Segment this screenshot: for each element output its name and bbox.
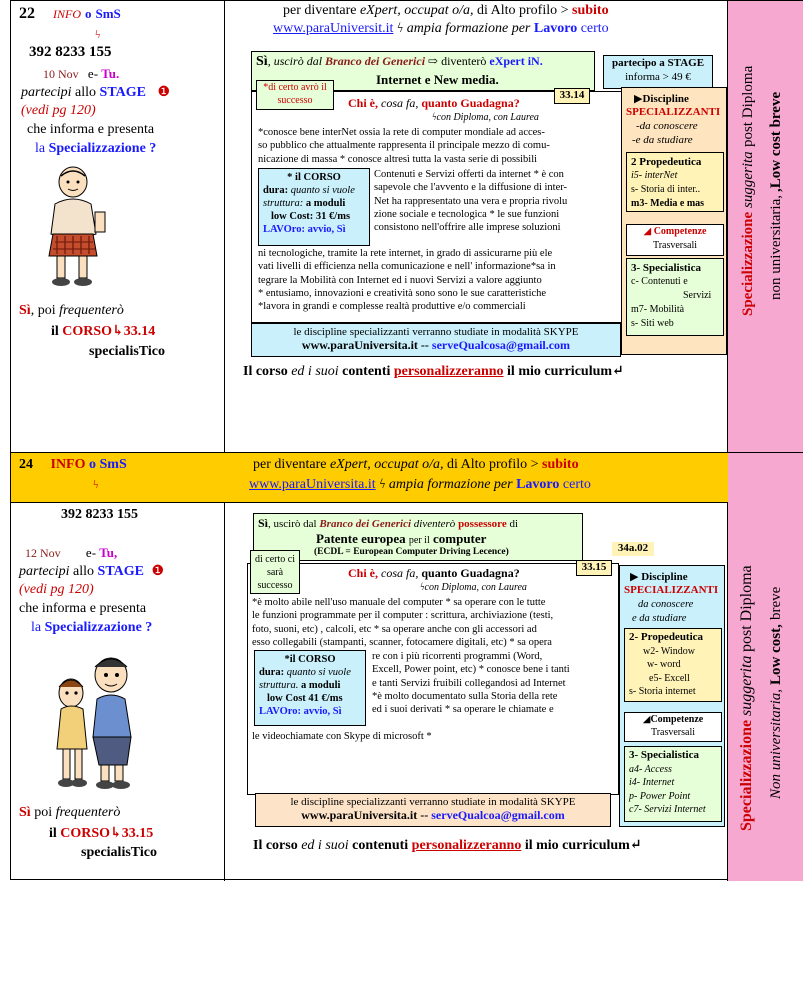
corso-label: CORSO (62, 324, 113, 339)
right-column (728, 1, 803, 452)
partecipi-label: partecipi (21, 85, 72, 100)
banner-text-b: Branco dei Generici (325, 54, 426, 68)
course-dura: dura: (263, 185, 289, 196)
goal-banner (253, 513, 583, 561)
competenze-box (626, 224, 724, 256)
disciplines-line-b: -e da studiare (632, 134, 693, 146)
banner-text-f: Patente europea (316, 531, 406, 546)
la-label: la (35, 141, 46, 156)
propedeutica-box (624, 628, 722, 702)
vertical-non-univ: non universitaria, (768, 195, 784, 301)
footer-site-link[interactable]: www.paraUniversita.it (301, 808, 418, 822)
person-illustration (41, 164, 119, 292)
footer-separator: -- (420, 338, 429, 352)
chi-label: Chi è, (348, 566, 378, 580)
desc-line: *è molto abile nell'uso manuale del computer * sa operare con le tutte (252, 597, 546, 608)
desc-line: consistono nell'offrire alle imprese soluzioni (374, 222, 561, 234)
closing-d: personalizzeranno (393, 364, 504, 379)
specialistica-item: i4- Internet (629, 777, 675, 788)
date: 12 Nov (25, 546, 61, 560)
la-label: la (31, 620, 42, 635)
closing-c: contenuti (352, 838, 409, 853)
course-moduli: a moduli (305, 198, 346, 209)
competenze-box (624, 712, 722, 742)
date: 10 Nov (43, 67, 79, 81)
description-block-1 (258, 126, 618, 166)
phone-number: 392 8233 155 (61, 507, 138, 522)
site-link[interactable]: www.paraUniversit.it (273, 21, 394, 36)
page-table (10, 0, 803, 880)
description-tail: le videochiamate con Skype di microsoft * (252, 731, 432, 742)
disciplines-specializzanti: SPECIALIZZANTI (626, 106, 721, 118)
propedeutica-item: w- word (647, 659, 681, 670)
description-block-1 (252, 596, 618, 649)
vertical-post: post Diploma (740, 66, 756, 148)
si-label: Sì (19, 805, 31, 820)
specialistica-box (624, 746, 722, 822)
header-line1-a: per diventare (253, 457, 327, 472)
footer-separator: -- (420, 808, 429, 822)
disciplines-line-a: da conoscere (638, 599, 694, 610)
vertical-post: post Diploma (738, 564, 755, 652)
vertical-low-cost: Low cost, (768, 624, 784, 686)
propedeutica-item: s- Storia di inter.. (631, 184, 701, 195)
corso-ref-link[interactable]: ↳33.14 (112, 324, 156, 339)
page-ref: (vedi pg 120) (21, 103, 96, 118)
disciplines-line-a: -da conoscere (636, 120, 698, 132)
competenze-title: ◢Competenze (642, 714, 704, 725)
vertical-breve: breve (768, 587, 784, 621)
cosa-label: cosa fa, (381, 566, 419, 580)
closing-e: il mio curriculum↵ (524, 838, 642, 853)
specializzazione-link[interactable]: Specializzazione ? (44, 620, 153, 635)
banner-text-a: , uscirò dal (267, 54, 323, 68)
header-line2-d: certo (562, 477, 591, 492)
poi-label: poi (30, 805, 53, 820)
frequentero-label: frequenterò (59, 303, 124, 318)
header-line1-c: di Alto profilo > (447, 457, 539, 472)
tu-label: Tu. (101, 66, 120, 81)
specialistica-title: 3- Specialistica (629, 749, 699, 761)
middle-column (225, 1, 728, 452)
desc-line: *lavora in grandi e complesse realtà produttive e/o commerciali (258, 301, 526, 313)
phone-number: 392 8233 155 (29, 44, 112, 60)
disciplines-panel (621, 87, 727, 355)
informs-text: che informa e presenta (27, 122, 155, 137)
propedeutica-item: m3- Media e mas (631, 198, 705, 209)
specialistico-label: specialisTico (89, 344, 165, 359)
specialistica-title: 3- Specialistica (631, 262, 701, 274)
banner-text-b: Branco dei Generici (319, 518, 412, 530)
course-lavoro: LAVOro: avvio, Sì (259, 706, 342, 717)
stage-box (603, 55, 713, 89)
specialistico-label: specialisTico (81, 845, 157, 860)
description-block-2 (374, 168, 618, 234)
stage-box-line1: partecipo a STAGE (611, 57, 705, 69)
desc-line: Contenuti e Servizi offerti da internet * è con (374, 169, 564, 180)
propedeutica-title: 2- Propedeutica (629, 631, 704, 643)
description-block-3 (258, 247, 622, 313)
desc-line: re con i più ricorrenti programmi (Word, (372, 651, 543, 662)
tu-label: Tu, (99, 545, 118, 560)
course-title: * il CORSO (287, 172, 341, 183)
banner-text-h: computer (432, 531, 487, 546)
page-ref: (vedi pg 120) (19, 582, 94, 597)
vertical-spec: Specializzazione (740, 211, 756, 316)
sms-label: SmS (95, 6, 121, 21)
desc-line: so pubblico che attualmente rappresenta il principale mezzo di comu- (258, 140, 550, 152)
desc-line: zione sociale e tecnologica * le sue funzioni (374, 208, 560, 220)
closing-b: ed i suoi (291, 364, 339, 379)
footer-email-link[interactable]: serveQualcoa@gmail.com (431, 808, 565, 822)
closing-e: il mio curriculum↵ (507, 364, 624, 379)
footer-box (251, 323, 621, 357)
diploma-label: ϟcon Diploma, con Laurea (420, 582, 527, 593)
success-box: *di certo avrò il successo (256, 80, 334, 110)
ref-badge: 33.14 (554, 88, 590, 104)
content-box (251, 82, 623, 323)
vertical-caption-1 (738, 523, 756, 873)
ref-badge: 33.15 (576, 560, 612, 576)
header-line1-b: eXpert, occupat o/a, (329, 457, 444, 472)
disciplines-specializzanti: SPECIALIZZANTI (624, 584, 719, 596)
desc-line: * entusiamo, innovazioni e creatività sono sono le sue caratteristiche (258, 287, 547, 299)
site-link[interactable]: www.paraUniversita.it (249, 477, 376, 492)
stage-label: STAGE (97, 564, 144, 579)
header-line2-b: ϟ ampia formazione per (396, 21, 531, 36)
course-moduli: a moduli (301, 680, 341, 691)
allo-label: allo (73, 564, 95, 579)
allo-label: allo (75, 85, 97, 100)
header-line2-c: Lavoro (516, 477, 560, 492)
banner-si: Sì (258, 516, 269, 530)
course-dura: dura: (259, 667, 285, 678)
specialistica-item: c- Contenuti e (631, 276, 688, 287)
footer-line1: le discipline specializzanti verranno studiate in modalità SKYPE (290, 796, 576, 808)
couple-illustration (51, 653, 147, 793)
course-box (258, 168, 370, 246)
success-box: di certo ci sarà successo (250, 550, 300, 594)
desc-line: le funzioni programmate per il computer : scrittura, archiviazione (testi, (252, 610, 554, 622)
propedeutica-item: i5- interNet (631, 170, 678, 181)
desc-line: *conosce bene interNet ossia la rete di computer mondiale ad acces- (258, 127, 545, 138)
sms-label: SmS (99, 457, 127, 472)
entry-row-24 (11, 453, 802, 881)
course-struttura: struttura. (259, 680, 299, 691)
footer-email-link[interactable]: serveQualcosa@gmail.com (431, 338, 571, 352)
content-box (247, 554, 619, 795)
desc-line: ni tecnologiche, tramite la rete internet, in grado di assicurarne più ele (258, 248, 553, 259)
desc-line: vati livelli di efficienza nella comunicazione e nell' informazione*sa in (258, 261, 556, 273)
vertical-caption-1 (740, 31, 757, 351)
header-line1-d: subito (572, 3, 609, 18)
left-column (11, 453, 225, 881)
desc-line: foto, suoni, etc) , calcoli, etc * sa operare anche con gli accessori ad (252, 623, 537, 635)
vertical-caption-2 (768, 543, 785, 843)
informs-text: che informa e presenta (19, 601, 147, 616)
footer-site-link[interactable]: www.paraUniversita.it (301, 338, 418, 352)
competenze-title: ◢ Competenze (643, 226, 707, 237)
vertical-sugg: suggerita (740, 151, 756, 208)
o-label: o (85, 6, 92, 21)
il-label: il (51, 324, 59, 339)
corso-ref-link[interactable]: ↳33.15 (110, 826, 154, 841)
right-column (728, 453, 803, 881)
desc-line: ed i suoi derivati * sa operare le chiamate e (372, 704, 554, 716)
banner-text-d: eXpert iN. (489, 54, 543, 68)
vertical-sugg: suggerita (738, 655, 755, 717)
course-dura-value: quanto si vuole (286, 667, 351, 678)
banner-text-i: (ECDL = European Computer Driving Lecence) (314, 547, 509, 557)
stage-box-line2: informa > 49 € (625, 71, 691, 83)
middle-column (225, 453, 728, 881)
lightning-icon: ϟ (93, 477, 99, 491)
disciplines-title: ▶ Discipline (630, 571, 688, 583)
course-box (254, 650, 366, 726)
header-line1-c: di Alto profilo > (477, 3, 569, 18)
banner-text-e: di (509, 518, 519, 530)
course-lavoro: LAVOro: avvio, Sì (263, 224, 346, 235)
partecipi-label: partecipi (19, 564, 70, 579)
specialistica-item: c7- Servizi Internet (629, 804, 706, 815)
info-label: INFO (53, 7, 81, 21)
specialistica-item: p- Power Point (629, 790, 691, 802)
header-line2-d: certo (580, 21, 609, 36)
poi-label: , poi (30, 303, 56, 318)
closing-a: Il corso (243, 364, 288, 379)
vertical-spec: Specializzazione (738, 720, 755, 832)
desc-line: e tanti Servizi fruibili collegandosi ad Internet (372, 677, 566, 689)
entry-row-22 (11, 1, 802, 453)
lightning-icon: ϟ (95, 27, 101, 41)
propedeutica-item: w2- Window (643, 645, 695, 657)
entry-number: 24 (19, 457, 33, 472)
vertical-low-cost: ,Low cost breve (768, 91, 784, 192)
header-line2-c: Lavoro (533, 21, 578, 36)
banner-text-c: diventerò (413, 518, 456, 530)
footer-box (255, 793, 611, 827)
specialistica-item: a4- Access (629, 763, 672, 775)
banner-si: Sì (256, 54, 268, 69)
corso-label: CORSO (60, 826, 111, 841)
stage-label: STAGE (99, 85, 146, 100)
desc-line: *è molto documentato sulla Storia della rete (372, 690, 558, 702)
vertical-caption-2 (768, 51, 785, 341)
course-dura-value: quanto si vuole (290, 185, 355, 196)
disciplines-panel (619, 565, 725, 827)
propedeutica-box (626, 152, 724, 212)
specialistica-item: Servizi (683, 290, 712, 301)
stage-number-icon: ❶ (157, 85, 171, 100)
desc-line: esso collegabili (stampanti, scanner, fotocamere digitali, etc) * sa opera (252, 636, 552, 648)
specialistica-item: m7- Mobilità (631, 304, 685, 315)
course-cost: low Cost 41 €/ms (267, 693, 343, 704)
desc-line: Excell, Power point, etc) * conosce bene i tanti (372, 664, 570, 676)
diploma-label: ϟcon Diploma, con Laurea (432, 112, 539, 123)
entry-number: 22 (19, 5, 35, 22)
specialistica-box (626, 258, 724, 336)
o-label: o (89, 457, 96, 472)
desc-line: tegrare la Mobilità con Internet ed i nuovi Servizi a valore aggiunto (258, 274, 542, 286)
description-block-2 (372, 650, 616, 716)
propedeutica-item: e5- Excell (649, 672, 690, 684)
quanto-label: quanto Guadagna? (421, 566, 520, 580)
header-line1-a: per diventare (283, 3, 357, 18)
quanto-label: quanto Guadagna? (421, 96, 520, 110)
frequentero-label: frequenterò (55, 805, 121, 820)
closing-a: Il corso (253, 838, 298, 853)
e-label: e- (85, 545, 97, 560)
specialistica-item: s- Siti web (631, 318, 674, 329)
header-line1-b: eXpert, occupat o/a, (359, 3, 474, 18)
il-label: il (49, 826, 57, 841)
banner-text-d: possessore (458, 518, 507, 530)
e-label: e- (87, 66, 99, 81)
closing-c: contenti (342, 364, 391, 379)
ref-badge-a: 34a.02 (611, 541, 655, 557)
header-line1-d: subito (542, 457, 579, 472)
course-cost: low Cost: 31 €/ms (271, 211, 351, 222)
banner-text-c: ⇨ diventerò (428, 54, 487, 68)
chi-label: Chi è, (348, 96, 378, 110)
banner-text-e: Internet e New media. (376, 72, 499, 87)
closing-b: ed i suoi (301, 838, 349, 853)
disciplines-line-b: e da studiare (632, 613, 687, 624)
info-label: INFO (50, 457, 86, 472)
desc-line: Net ha rappresentato una vera e propria rivolu (374, 195, 568, 207)
left-column (11, 1, 225, 452)
banner-text-g: per il (408, 535, 430, 546)
propedeutica-title: 2 Propedeutica (631, 156, 702, 168)
si-label: Sì (19, 303, 31, 318)
propedeutica-item: s- Storia internet (629, 686, 696, 697)
competenze-sub: Trasversali (650, 727, 696, 738)
vertical-non-univ: Non universitaria, (768, 688, 784, 799)
course-struttura: struttura: (263, 198, 304, 209)
footer-line1: le discipline specializzanti verranno studiate in modalità SKYPE (293, 326, 579, 338)
competenze-sub: Trasversali (652, 240, 698, 251)
cosa-label: cosa fa, (381, 96, 419, 110)
desc-line: sapevole che l'avvento e la diffusione di inter- (374, 182, 568, 194)
stage-number-icon: ❶ (151, 564, 165, 579)
disciplines-title: ▶Discipline (634, 93, 689, 105)
header-line2-b: ϟ ampia formazione per (379, 477, 513, 492)
banner-text-a: , uscirò dal (268, 518, 317, 530)
desc-line: nicazione di massa * conosce altresì tutta la vasta serie di possibili (258, 153, 538, 165)
course-title: *il CORSO (284, 654, 336, 665)
closing-d: personalizzeranno (411, 838, 522, 853)
specializzazione-link[interactable]: Specializzazione ? (48, 141, 157, 156)
